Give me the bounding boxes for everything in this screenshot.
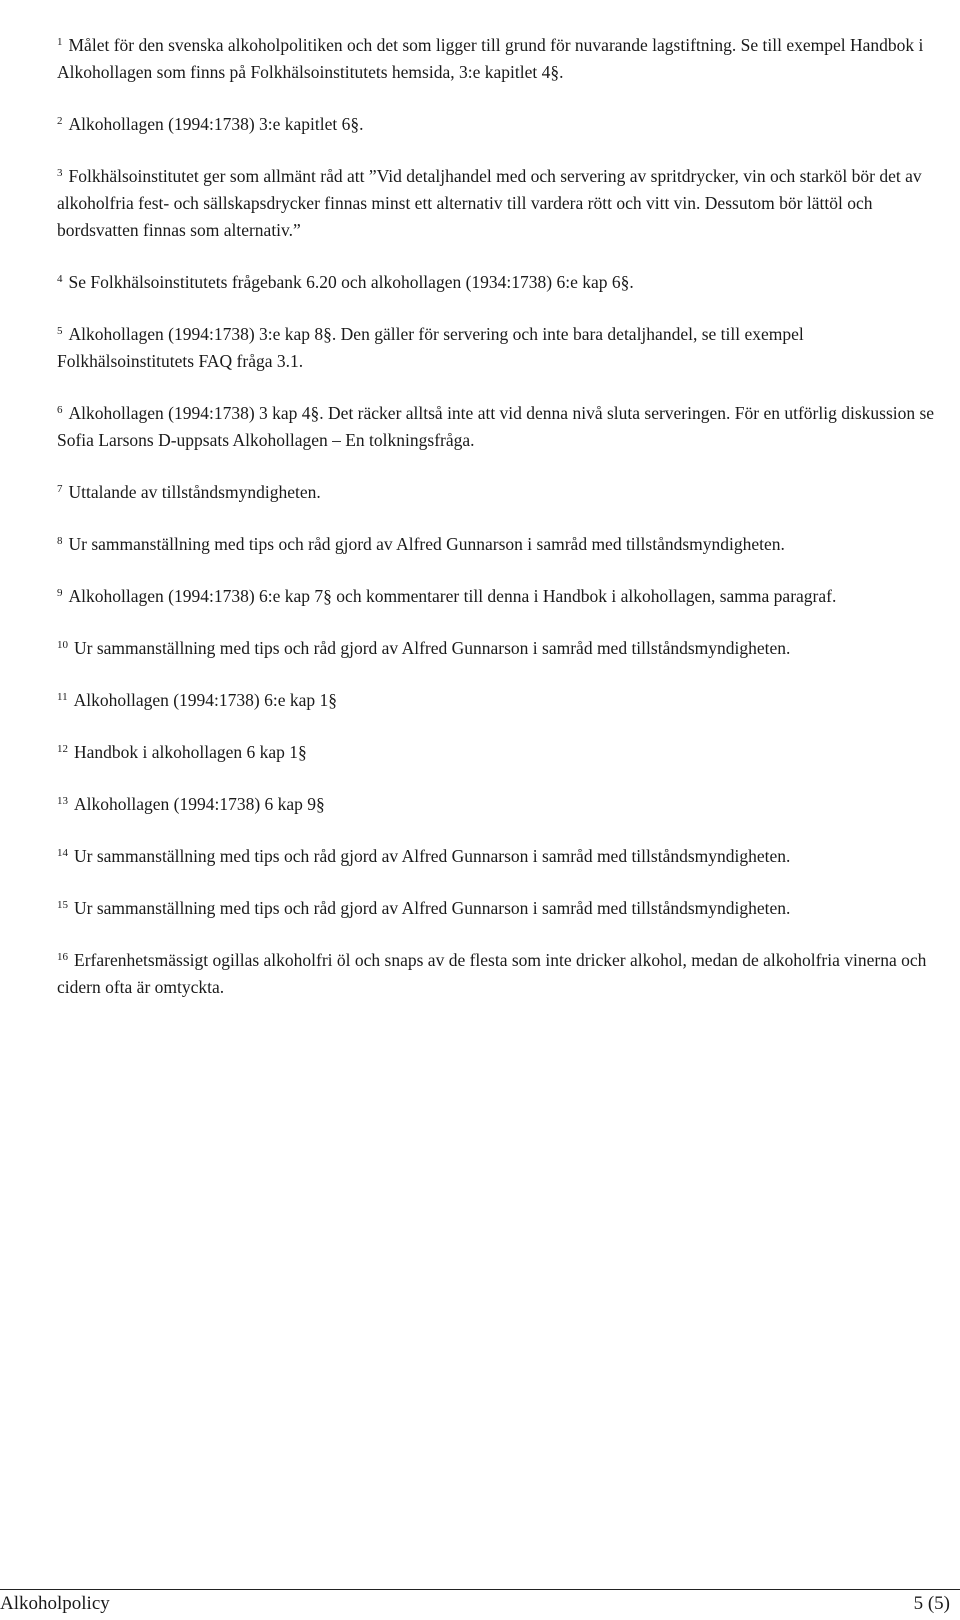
footnote-text: Folkhälsoinstitutet ger som allmänt råd att ”Vid detaljhandel med och servering av spritdrycker, vin och starköl bör det av alkoholfria fest- och sällskapsdrycker finnas minst ett alternativ till vardera rött och vitt vin. Dessutom bör lättöl och bordsvatten finnas som alternativ.” xyxy=(57,166,922,240)
footnote-14 xyxy=(57,843,937,870)
footnote-text: Handbok i alkohollagen 6 kap 1§ xyxy=(74,742,307,762)
footnote-number: 4 xyxy=(57,273,63,285)
footer-title: Alkoholpolicy xyxy=(0,1593,110,1614)
footnote-1 xyxy=(57,32,937,86)
footnote-number: 7 xyxy=(57,483,63,495)
footnote-7 xyxy=(57,479,937,506)
footnote-8 xyxy=(57,531,937,558)
footnote-text: Alkohollagen (1994:1738) 6:e kap 7§ och kommentarer till denna i Handbok i alkohollagen, samma paragraf. xyxy=(68,586,837,606)
footnote-number: 6 xyxy=(57,404,63,416)
footnote-number: 15 xyxy=(57,899,68,911)
footnote-9 xyxy=(57,583,937,610)
footnote-number: 12 xyxy=(57,743,68,755)
footnote-text: Alkohollagen (1994:1738) 3 kap 4§. Det räcker alltså inte att vid denna nivå sluta serveringen. För en utförlig diskussion se Sofia Larsons D-uppsats Alkohollagen – En tolkningsfråga. xyxy=(57,403,935,450)
footnote-15 xyxy=(57,895,937,922)
footnote-text: Alkohollagen (1994:1738) 3:e kap 8§. Den gäller för servering och inte bara detaljhandel, se till exempel Folkhälsoinstitutets FAQ fråga 3.1. xyxy=(57,324,804,371)
footnote-12 xyxy=(57,739,937,766)
page-number: 5 (5) xyxy=(913,1593,950,1614)
footnote-number: 8 xyxy=(57,535,63,547)
footnote-text: Alkohollagen (1994:1738) 6 kap 9§ xyxy=(74,794,325,814)
footnote-5 xyxy=(57,321,937,375)
footnote-text: Uttalande av tillståndsmyndigheten. xyxy=(68,482,321,502)
footnote-number: 5 xyxy=(57,325,63,337)
footnote-4 xyxy=(57,269,937,296)
footer-divider xyxy=(0,1589,960,1590)
footnote-11 xyxy=(57,687,937,714)
footnote-number: 3 xyxy=(57,167,63,179)
footnote-text: Alkohollagen (1994:1738) 3:e kapitlet 6§. xyxy=(68,114,364,134)
footnote-text: Alkohollagen (1994:1738) 6:e kap 1§ xyxy=(73,690,338,710)
footnote-text: Erfarenhetsmässigt ogillas alkoholfri öl och snaps av de flesta som inte dricker alkohol, medan de alkoholfria vinerna och cidern ofta är omtyckta. xyxy=(57,950,927,997)
footnote-13 xyxy=(57,791,937,818)
footnote-number: 10 xyxy=(57,639,68,651)
footnote-number: 14 xyxy=(57,847,68,859)
footnote-2 xyxy=(57,111,937,138)
footnote-3 xyxy=(57,163,937,244)
footnote-text: Ur sammanställning med tips och råd gjord av Alfred Gunnarson i samråd med tillståndsmyndigheten. xyxy=(74,898,791,918)
footnote-number: 9 xyxy=(57,587,63,599)
footnote-number: 16 xyxy=(57,951,68,963)
footnote-text: Målet för den svenska alkoholpolitiken och det som ligger till grund för nuvarande lagstiftning. Se till exempel Handbok i Alkohollagen som finns på Folkhälsoinstitutets hemsida, 3:e kapitlet 4§. xyxy=(57,35,924,82)
footnote-text: Ur sammanställning med tips och råd gjord av Alfred Gunnarson i samråd med tillståndsmyndigheten. xyxy=(74,638,791,658)
footnotes-list xyxy=(57,32,937,1001)
footnote-number: 13 xyxy=(57,795,68,807)
footnote-6 xyxy=(57,400,937,454)
footnote-number: 2 xyxy=(57,115,63,127)
footnote-text: Se Folkhälsoinstitutets frågebank 6.20 och alkohollagen (1934:1738) 6:e kap 6§. xyxy=(68,272,634,292)
footnote-text: Ur sammanställning med tips och råd gjord av Alfred Gunnarson i samråd med tillståndsmyndigheten. xyxy=(68,534,785,554)
footnote-10 xyxy=(57,635,937,662)
footnote-16 xyxy=(57,947,937,1001)
footnote-number: 1 xyxy=(57,36,63,48)
footnote-number: 11 xyxy=(57,691,68,703)
footnote-text: Ur sammanställning med tips och råd gjord av Alfred Gunnarson i samråd med tillståndsmyndigheten. xyxy=(74,846,791,866)
